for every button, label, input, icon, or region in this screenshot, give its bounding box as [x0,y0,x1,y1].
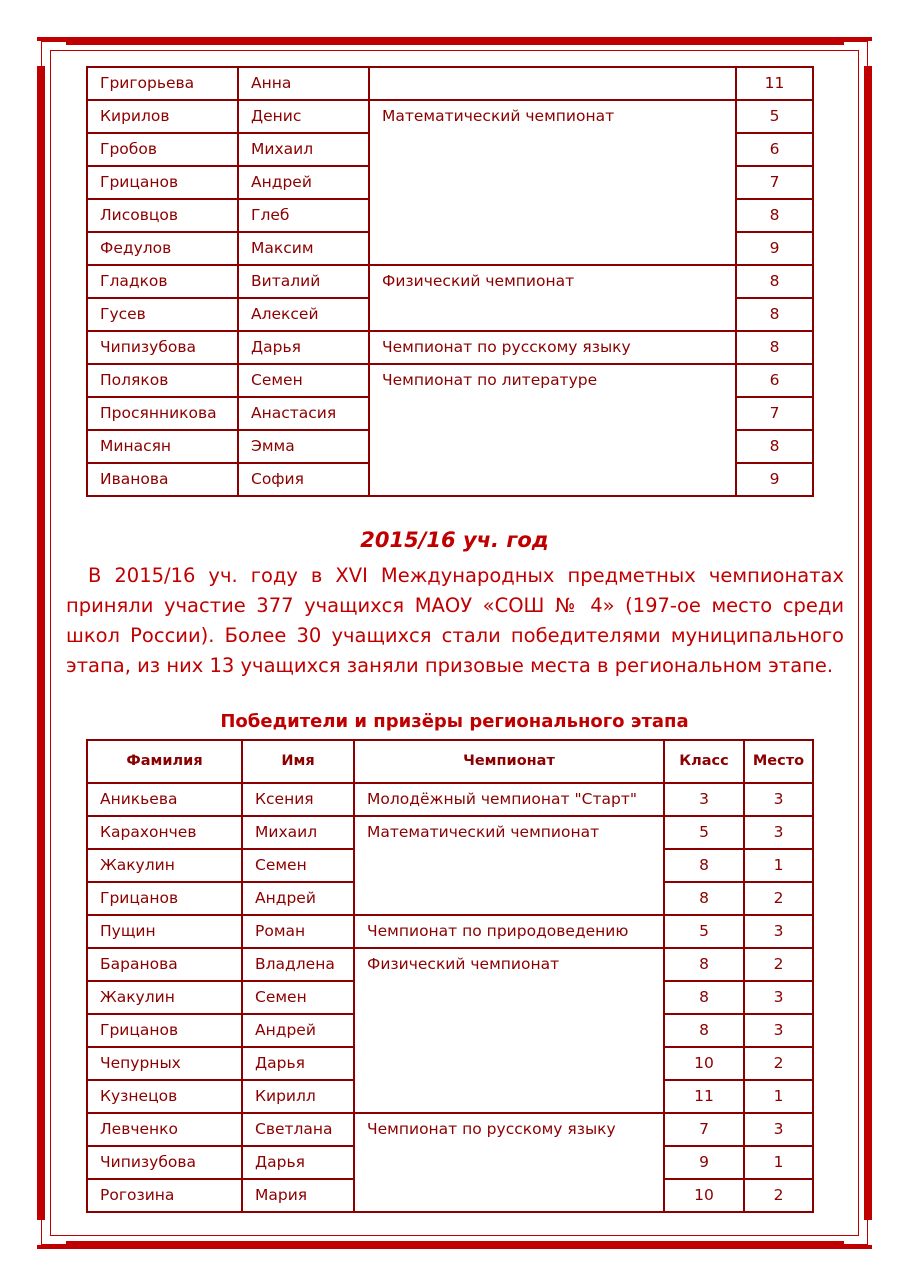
place-cell: 3 [744,981,813,1014]
table-header-row [87,740,813,783]
table-row [87,331,813,364]
surname-cell: Гусев [87,298,238,331]
header-championship: Чемпионат [354,740,664,783]
name-cell: Андрей [242,882,354,915]
surname-cell: Левченко [87,1113,242,1146]
surname-cell: Гробов [87,133,238,166]
surname-cell: Жакулин [87,849,242,882]
place-cell: 2 [744,882,813,915]
name-cell: Михаил [238,133,369,166]
header-surname: Фамилия [87,740,242,783]
table-row [87,915,813,948]
table-heading: Победители и призёры регионального этапа [220,711,689,732]
name-cell: Дарья [238,331,369,364]
grade-cell: 9 [736,232,813,265]
surname-cell: Федулов [87,232,238,265]
place-cell: 3 [744,1014,813,1047]
surname-cell: Жакулин [87,981,242,1014]
surname-cell: Минасян [87,430,238,463]
grade-cell: 11 [664,1080,744,1113]
place-cell: 2 [744,1179,813,1212]
winners-table-previous [86,66,814,497]
name-cell: Андрей [238,166,369,199]
header-grade: Класс [664,740,744,783]
championship-cell: Чемпионат по литературе [369,364,736,496]
table-row [87,265,813,298]
grade-cell: 6 [736,133,813,166]
grade-cell: 8 [664,948,744,981]
name-cell: Ксения [242,783,354,816]
grade-cell: 7 [736,166,813,199]
championship-cell-empty [369,67,736,100]
grade-cell: 7 [664,1113,744,1146]
grade-cell: 8 [664,1014,744,1047]
championship-cell: Молодёжный чемпионат "Старт" [354,783,664,816]
header-name: Имя [242,740,354,783]
grade-cell: 9 [736,463,813,496]
surname-cell: Чипизубова [87,1146,242,1179]
surname-cell: Карахончев [87,816,242,849]
table-row [87,364,813,397]
surname-cell: Иванова [87,463,238,496]
header-place: Место [744,740,813,783]
regional-winners-table [86,739,814,1213]
table-row [87,1113,813,1146]
name-cell: Михаил [242,816,354,849]
grade-cell: 8 [736,331,813,364]
grade-cell: 9 [664,1146,744,1179]
name-cell: Анастасия [238,397,369,430]
surname-cell: Лисовцов [87,199,238,232]
championship-cell: Чемпионат по русскому языку [369,331,736,364]
table-row [87,948,813,981]
name-cell: Денис [238,100,369,133]
name-cell: Мария [242,1179,354,1212]
grade-cell: 5 [664,915,744,948]
grade-cell: 10 [664,1047,744,1080]
grade-cell: 8 [736,265,813,298]
grade-cell: 8 [664,981,744,1014]
grade-cell: 8 [736,298,813,331]
place-cell: 1 [744,1146,813,1179]
surname-cell: Пущин [87,915,242,948]
place-cell: 2 [744,1047,813,1080]
grade-cell: 7 [736,397,813,430]
name-cell: Алексей [238,298,369,331]
name-cell: Анна [238,67,369,100]
name-cell: Семен [242,981,354,1014]
place-cell: 2 [744,948,813,981]
grade-cell: 10 [664,1179,744,1212]
surname-cell: Кузнецов [87,1080,242,1113]
championship-cell: Чемпионат по русскому языку [354,1113,664,1212]
surname-cell: Григорьева [87,67,238,100]
place-cell: 3 [744,816,813,849]
table-row [87,816,813,849]
grade-cell: 5 [664,816,744,849]
championship-cell: Математический чемпионат [354,816,664,915]
name-cell: Владлена [242,948,354,981]
grade-cell: 6 [736,364,813,397]
surname-cell: Чипизубова [87,331,238,364]
name-cell: Эмма [238,430,369,463]
name-cell: Виталий [238,265,369,298]
table-row [87,100,813,133]
championship-cell: Физический чемпионат [369,265,736,331]
table-row [87,67,813,100]
name-cell: Семен [238,364,369,397]
name-cell: Андрей [242,1014,354,1047]
championship-cell: Математический чемпионат [369,100,736,265]
table-row [87,783,813,816]
surname-cell: Грицанов [87,1014,242,1047]
surname-cell: Грицанов [87,166,238,199]
section-heading: 2015/16 уч. год [360,528,549,552]
section-paragraph: В 2015/16 уч. году в XVI Международных предметных чемпионатах приняли участие 377 учащихся МАОУ «СОШ № 4» (197-ое место среди школ России). Более 30 учащихся стали победителями муниципального этапа, из них 13 учащихся заняли призовые места в региональном этапе. [66,564,844,677]
place-cell: 3 [744,1113,813,1146]
grade-cell: 8 [664,849,744,882]
place-cell: 1 [744,1080,813,1113]
surname-cell: Просянникова [87,397,238,430]
name-cell: Дарья [242,1047,354,1080]
grade-cell: 5 [736,100,813,133]
name-cell: Максим [238,232,369,265]
surname-cell: Аникьева [87,783,242,816]
surname-cell: Чепурных [87,1047,242,1080]
championship-cell: Чемпионат по природоведению [354,915,664,948]
surname-cell: Баранова [87,948,242,981]
name-cell: София [238,463,369,496]
name-cell: Роман [242,915,354,948]
grade-cell: 8 [736,430,813,463]
name-cell: Дарья [242,1146,354,1179]
name-cell: Глеб [238,199,369,232]
place-cell: 3 [744,783,813,816]
name-cell: Кирилл [242,1080,354,1113]
surname-cell: Рогозина [87,1179,242,1212]
grade-cell: 8 [664,882,744,915]
surname-cell: Кирилов [87,100,238,133]
grade-cell: 8 [736,199,813,232]
place-cell: 3 [744,915,813,948]
name-cell: Светлана [242,1113,354,1146]
surname-cell: Поляков [87,364,238,397]
championship-cell: Физический чемпионат [354,948,664,1113]
place-cell: 1 [744,849,813,882]
name-cell: Семен [242,849,354,882]
grade-cell: 11 [736,67,813,100]
surname-cell: Гладков [87,265,238,298]
grade-cell: 3 [664,783,744,816]
surname-cell: Грицанов [87,882,242,915]
